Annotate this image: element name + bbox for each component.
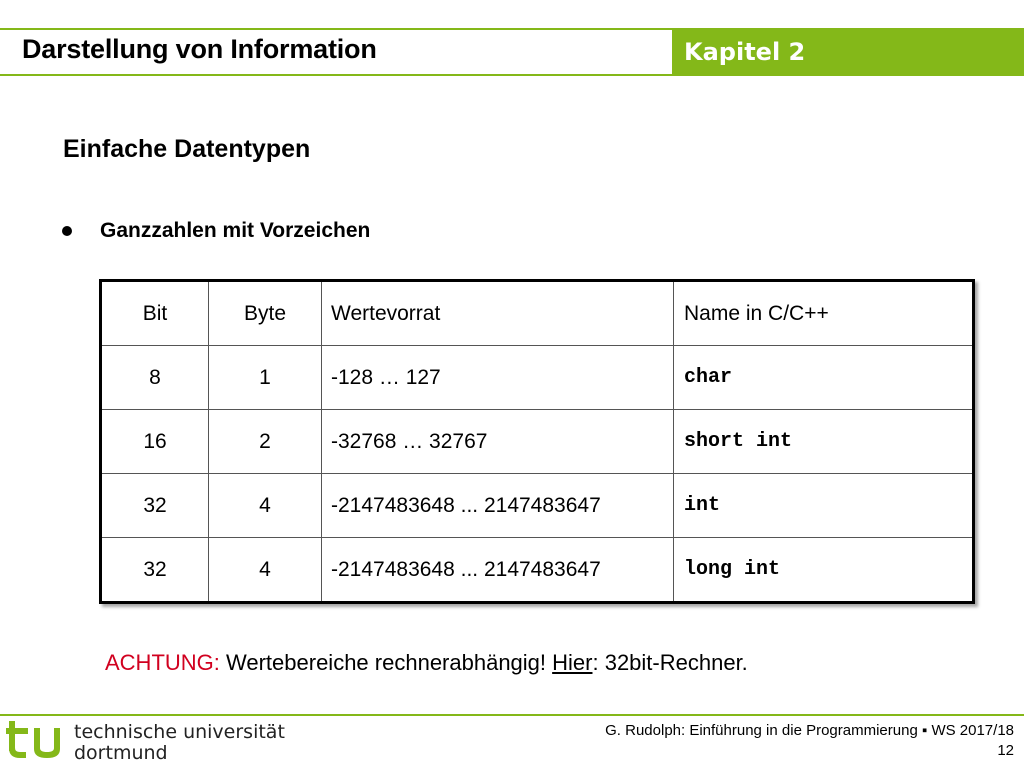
cell-cname: long int	[674, 538, 974, 603]
university-name	[74, 722, 285, 764]
cell-bit: 32	[101, 538, 209, 603]
table-row	[101, 538, 974, 603]
header-cell-cname: Name in C/C++	[674, 281, 974, 346]
cell-cname: int	[674, 474, 974, 538]
header-cell-range: Wertevorrat	[322, 281, 674, 346]
cell-range: -2147483648 ... 2147483647	[322, 474, 674, 538]
cell-range: -128 … 127	[322, 346, 674, 410]
bullet-dot-icon	[62, 226, 72, 236]
tu-logo-icon	[6, 718, 68, 764]
cell-byte: 4	[209, 538, 322, 603]
slide-header-title: Darstellung von Information	[22, 34, 377, 64]
warning-rest: : 32bit-Rechner.	[592, 650, 748, 675]
cell-cname: char	[674, 346, 974, 410]
cell-byte: 2	[209, 410, 322, 474]
header-bottom-rule	[0, 74, 1024, 76]
cell-cname: short int	[674, 410, 974, 474]
chapter-label: Kapitel 2	[672, 30, 1024, 74]
cell-range: -2147483648 ... 2147483647	[322, 538, 674, 603]
datatype-table	[99, 279, 975, 604]
footer-rule	[0, 714, 1024, 716]
header-cell-bit: Bit	[101, 281, 209, 346]
cell-byte: 1	[209, 346, 322, 410]
cell-byte: 4	[209, 474, 322, 538]
cell-range: -32768 … 32767	[322, 410, 674, 474]
bullet-item	[62, 219, 370, 243]
section-heading: Einfache Datentypen	[63, 135, 311, 163]
author-course-line: G. Rudolph: Einführung in die Programmierung ▪ WS 2017/18	[605, 722, 1014, 739]
cell-bit: 16	[101, 410, 209, 474]
page-number: 12	[997, 742, 1014, 759]
warning-note	[105, 650, 748, 676]
cell-bit: 32	[101, 474, 209, 538]
warning-label: ACHTUNG:	[105, 650, 220, 675]
cell-bit: 8	[101, 346, 209, 410]
bullet-text: Ganzzahlen mit Vorzeichen	[100, 219, 371, 242]
header-cell-byte: Byte	[209, 281, 322, 346]
table-row	[101, 410, 974, 474]
university-line-2: dortmund	[74, 742, 168, 764]
table-header-row	[101, 281, 974, 346]
table-row	[101, 474, 974, 538]
university-line-1: technische universität	[74, 721, 285, 743]
footer-info	[605, 721, 1014, 761]
hier-label: Hier	[552, 650, 593, 675]
warning-text: Wertebereiche rechnerabhängig!	[219, 650, 553, 675]
table-row	[101, 346, 974, 410]
